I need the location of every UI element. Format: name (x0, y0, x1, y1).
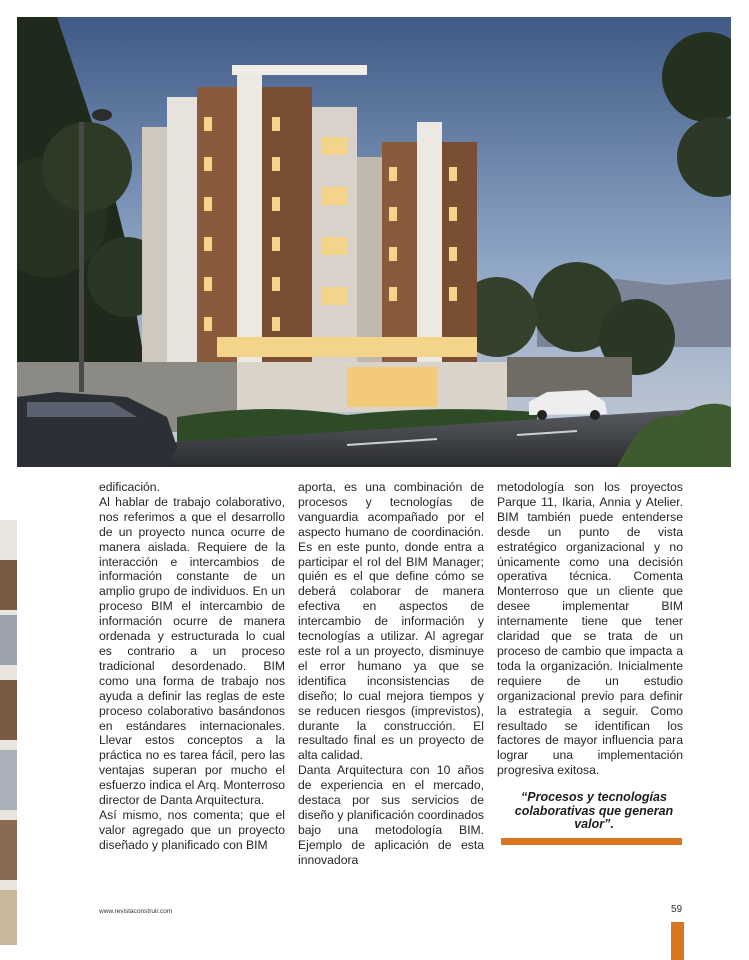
paragraph: edificación. (99, 480, 160, 494)
page-tab-marker (671, 922, 684, 960)
text-column-1 (99, 480, 285, 853)
paragraph: Al hablar de trabajo colaborativo, nos referimos a que el desarrollo de un proyecto nunca ocurre de manera aislada. Requiere de la interacción e intercambios de información constante de un amplio grupo de individuos. En un proceso BIM el intercambio de información ocurre de manera ordenada y estructurada lo cual es contrario a un proceso tradicional desordenado. BIM como una forma de trabajo nos ayuda a definir las reglas de este proceso colaborativo basándonos en estándares internacionales. Llevar estos conceptos a la práctica no es tarea fácil, pero las ventajas superan por mucho el esfuerzo indica el Arq. Monterroso director de Danta Arquitectura. (99, 494, 285, 808)
paragraph: Así mismo, nos comenta; que el valor agregado que un proyecto diseñado y planificado con BIM (99, 807, 285, 852)
text-column-2 (298, 480, 484, 868)
page-number: 59 (671, 904, 683, 915)
paragraph: Danta Arquitectura con 10 años de experiencia en el mercado, destaca por sus servicios de diseño y planificación coordinados bajo una metodología BIM. Ejemplo de aplicación de esta innovadora (298, 763, 484, 867)
hero-photo (17, 17, 731, 467)
paragraph: metodología son los proyectos Parque 11, Ikaria, Annia y Atelier. BIM también puede entenderse desde un punto de vista estratégico organizacional y no únicamente como una decisión operativa técnica. Comenta Monterroso que un cliente que desee implementar BIM internamente tiene que tener claridad que se trata de un proceso de cambio que impacta a toda la organización. Inicialmente requiere de un estudio organizacional previo para definir la estrategia a seguir. Como resultado se identifican los factores de mayor influencia para lograr una implementación progresiva exitosa. (497, 480, 683, 778)
side-building-image (0, 520, 17, 945)
building-rendering (17, 17, 731, 467)
text-column-3 (497, 480, 683, 778)
footer-website: www.revistaconstruir.com (99, 908, 173, 915)
pull-quote: “Procesos y tecnologías colaborativas que generan valor”. (514, 790, 674, 831)
pull-quote-underline (501, 838, 682, 845)
paragraph: aporta, es una combinación de procesos y tecnologías de vanguardia acompañado por el aspecto humano de coordinación. Es en este punto, donde entra a participar el rol del BIM Manager; quién es el que define cómo se deberá colaborar de manera efectiva en aspectos de intercambio de información y tecnologías a utilizar. Al agregar este rol a un proyecto, disminuye el error humano ya que se identifica inconsistencias de diseño; lo cual mejora tiempos y se reducen riesgos (imprevistos), durante la construcción. El resultado final es un proyecto de alta calidad. (298, 480, 484, 763)
adjacent-page-image-strip (0, 520, 17, 945)
